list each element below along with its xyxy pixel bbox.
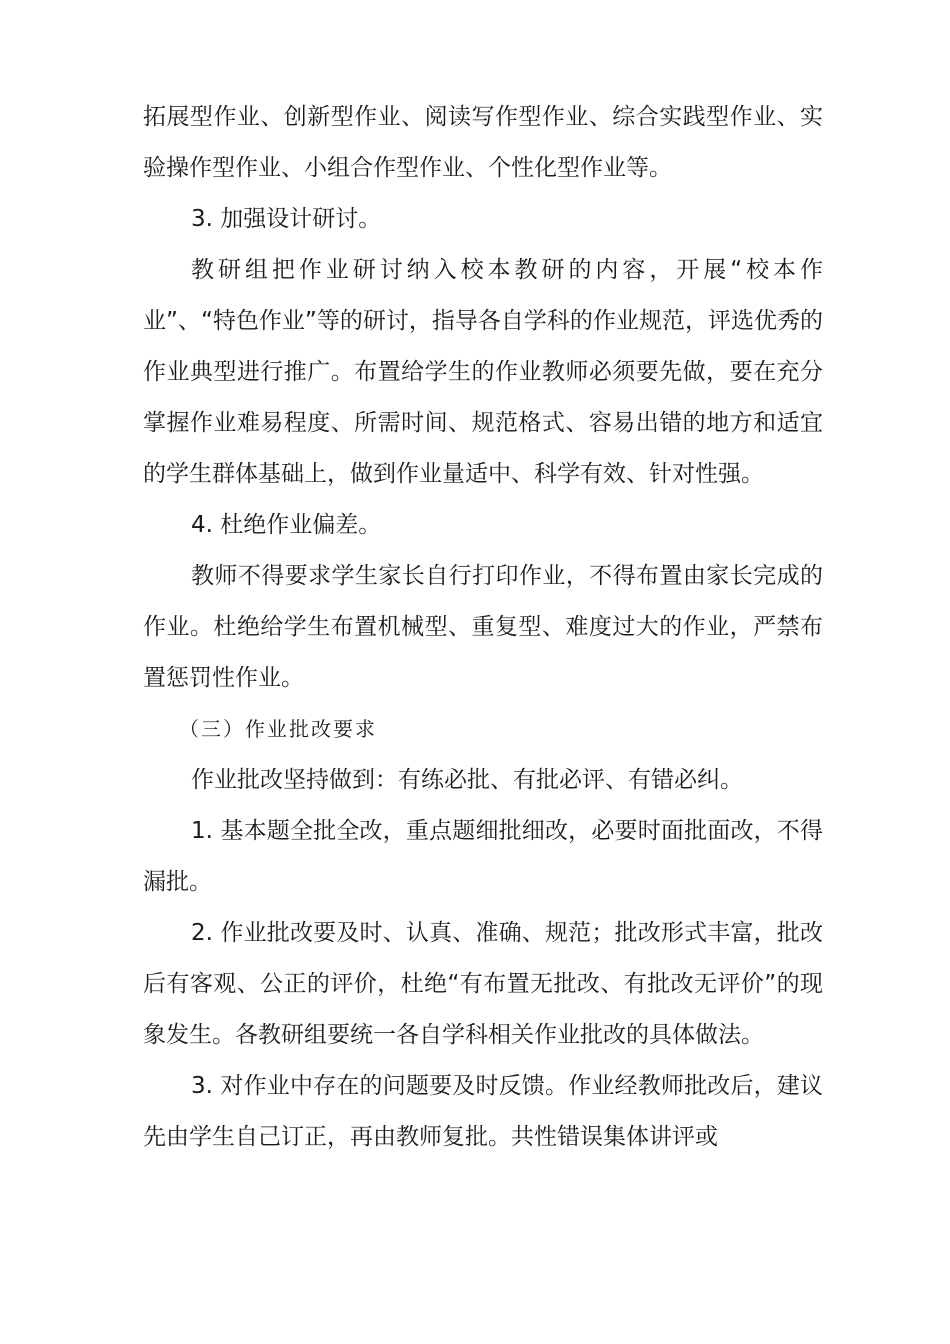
paragraph-assignment-types: 拓展型作业、创新型作业、阅读写作型作业、综合实践型作业、实验操作型作业、小组合作型作业、个性化型作业等。 [143, 104, 823, 181]
paragraph-grading-principle: 作业批改坚持做到：有练必批、有批必评、有错必纠。 [191, 767, 743, 793]
paragraph-research-group: 教研组把作业研讨纳入校本教研的内容，开展“校本作业”、“特色作业”等的研讨，指导各自学科的作业规范，评选优秀的作业典型进行推广。布置给学生的作业教师必须要先做，要在充分掌握作业难易程度、所需时间、规范格式、容易出错的地方和适宜的学生群体基础上，做到作业量适中、科学有效、针对性强。 [143, 257, 823, 487]
document-body [143, 92, 823, 1163]
paragraph-teacher-restrictions: 教师不得要求学生家长自行打印作业，不得布置由家长完成的作业。杜绝给学生布置机械型、重复型、难度过大的作业，严禁布置惩罚性作业。 [143, 563, 823, 691]
item-strengthen-design-research: 3. 加强设计研讨。 [191, 206, 382, 232]
item-grading-basic: 1. 基本题全批全改，重点题细批细改，必要时面批面改，不得漏批。 [143, 818, 823, 895]
item-grading-feedback: 3. 对作业中存在的问题要及时反馈。作业经教师批改后，建议先由学生自己订正，再由教师复批。共性错误集体讲评或 [143, 1073, 823, 1150]
item-eliminate-deviation: 4. 杜绝作业偏差。 [191, 512, 382, 538]
item-grading-timely: 2. 作业批改要及时、认真、准确、规范；批改形式丰富，批改后有客观、公正的评价，杜绝“有布置无批改、有批改无评价”的现象发生。各教研组要统一各自学科相关作业批改的具体做法。 [143, 920, 823, 1048]
section-heading-grading-requirements: （三）作业批改要求 [179, 717, 377, 741]
